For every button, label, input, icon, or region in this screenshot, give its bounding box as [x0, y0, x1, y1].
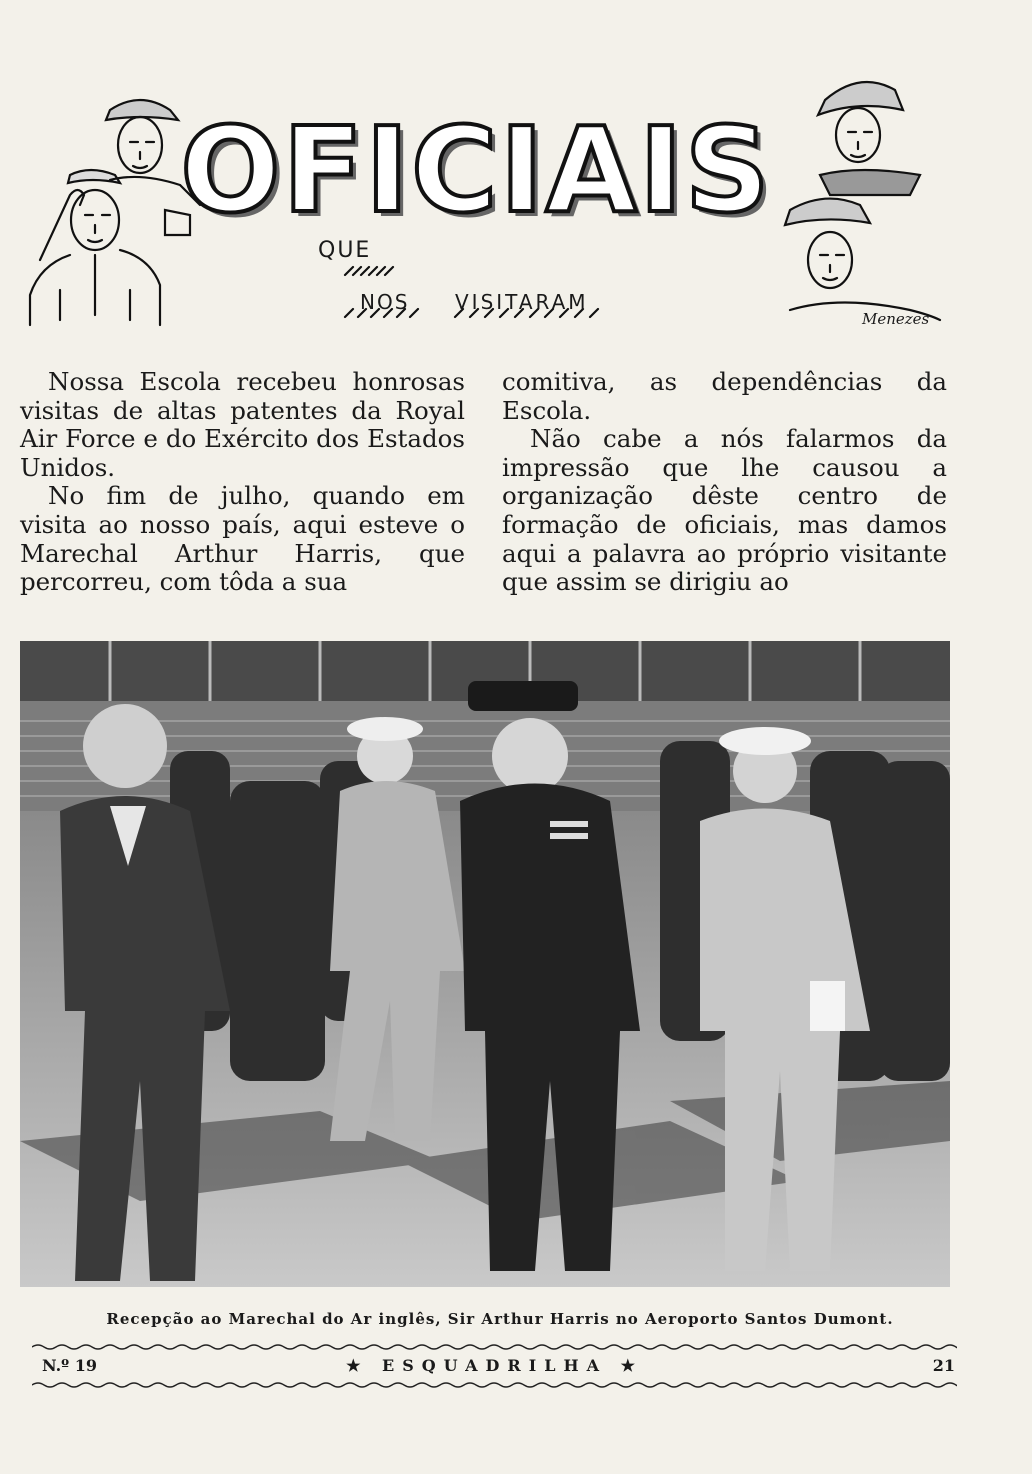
photo-caption: Recepção ao Marechal do Ar inglês, Sir Arthur Harris no Aeroporto Santos Dumont. — [106, 1310, 894, 1328]
subtitle-nos: NOS — [360, 290, 410, 314]
artist-signature: Menezes — [862, 310, 930, 328]
article-column-left — [20, 368, 465, 597]
title-text: OFICIAIS — [180, 101, 772, 239]
article-column-right — [502, 368, 947, 597]
photograph — [20, 641, 950, 1287]
footer-top-rule — [32, 1343, 957, 1351]
subtitle-visitaram: VISITARAM — [455, 290, 589, 314]
issue-number: N.º 19 — [42, 1356, 98, 1375]
journal-name: ★ ESQUADRILHA ★ — [346, 1356, 643, 1375]
page-footer — [32, 1356, 957, 1382]
paragraph: Não cabe a nós falarmos da impressão que lhe causou a organização dêste centro de formação de oficiais, mas damos aqui a palavra ao próprio visitante que assim se dirigiu ao — [502, 424, 947, 597]
title-oficiais — [180, 101, 772, 239]
page-number: 21 — [932, 1356, 955, 1375]
footer-bottom-rule — [32, 1381, 957, 1389]
paragraph: Nossa Escola recebeu honrosas visitas de altas patentes da Royal Air Force e do Exército dos Estados Unidos. — [20, 367, 465, 482]
subtitle-que: QUE — [318, 238, 372, 263]
paragraph: No fim de julho, quando em visita ao nosso país, aqui esteve o Marechal Arthur Harris, que percorreu, com tôda a sua — [20, 481, 465, 597]
header-illustration — [0, 60, 1032, 360]
photo-officers-walking — [20, 641, 950, 1287]
paragraph: comitiva, as dependências da Escola. — [502, 367, 947, 425]
